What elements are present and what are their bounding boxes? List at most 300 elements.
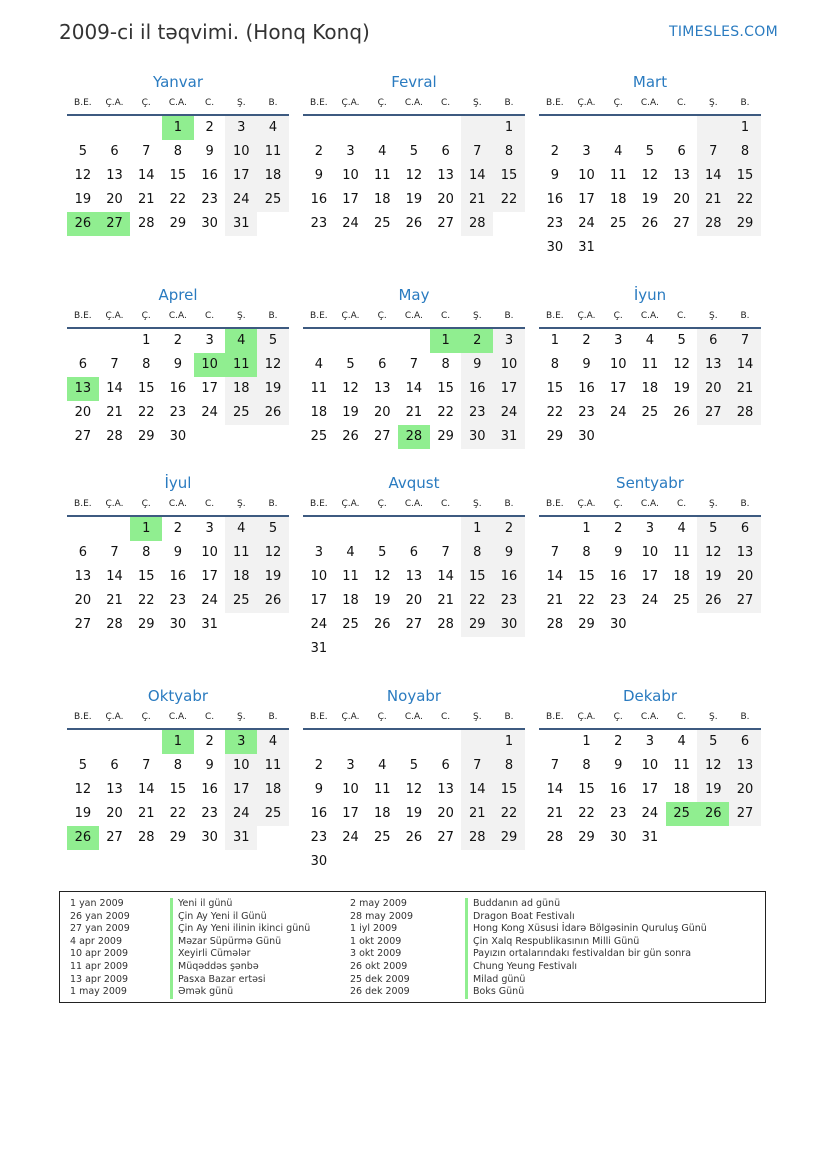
weekday-header <box>67 305 289 329</box>
day-cell: 17 <box>225 164 257 188</box>
weekday-label: B.E. <box>310 311 328 321</box>
day-cell: 28 <box>137 216 155 231</box>
day-cell: 10 <box>225 754 257 778</box>
day-cell: 14 <box>137 168 155 183</box>
day-cell: 10 <box>342 782 359 797</box>
day-grid <box>539 517 761 637</box>
day-cell: 31 <box>225 826 257 850</box>
day-cell: 13 <box>697 353 729 377</box>
empty-cell <box>634 116 666 140</box>
weekday-label: C.A. <box>640 712 659 722</box>
day-cell: 23 <box>310 830 328 845</box>
weekday-header <box>67 706 289 730</box>
day-cell: 15 <box>169 168 187 183</box>
day-cell: 14 <box>546 569 564 584</box>
day-cell: 11 <box>373 168 391 183</box>
day-cell: 14 <box>546 782 564 797</box>
weekday-label: Ç. <box>377 712 387 722</box>
weekday-label: Ç.A. <box>577 98 596 108</box>
weekday-label: B.E. <box>546 311 564 321</box>
day-cell: 6 <box>729 730 761 754</box>
day-cell: 26 <box>257 401 289 425</box>
weekday-label: C.A. <box>404 499 423 509</box>
weekday-label: Ş. <box>708 712 718 722</box>
day-cell: 24 <box>493 401 525 425</box>
day-cell: 11 <box>225 353 257 377</box>
day-cell: 24 <box>342 216 359 231</box>
day-cell: 28 <box>546 617 564 632</box>
day-cell: 23 <box>201 806 218 821</box>
day-cell: 16 <box>609 569 627 584</box>
weekday-label: C. <box>677 311 687 321</box>
weekday-label: Ç.A. <box>341 98 360 108</box>
empty-cell <box>99 329 131 353</box>
month-name: May <box>398 286 430 304</box>
day-cell: 10 <box>194 353 226 377</box>
day-cell: 18 <box>225 377 257 401</box>
day-cell: 13 <box>437 168 454 183</box>
day-cell: 19 <box>342 405 359 420</box>
day-cell: 19 <box>405 192 423 207</box>
weekday-label: C. <box>677 712 687 722</box>
weekday-label: Ş. <box>236 311 246 321</box>
legend-date: 4 apr 2009 <box>70 935 123 947</box>
weekday-label: Ç. <box>377 311 387 321</box>
day-cell: 18 <box>225 565 257 589</box>
day-cell: 28 <box>137 830 155 845</box>
weekday-label: Ç. <box>613 98 623 108</box>
day-cell: 17 <box>641 782 659 797</box>
day-cell: 31 <box>641 830 659 845</box>
weekday-header <box>303 493 525 517</box>
day-cell: 13 <box>74 569 92 584</box>
month-5 <box>303 285 525 449</box>
day-cell: 3 <box>225 730 257 754</box>
day-cell: 10 <box>609 357 627 372</box>
month-10 <box>67 686 289 850</box>
day-cell: 3 <box>225 116 257 140</box>
day-cell: 13 <box>106 168 123 183</box>
day-cell: 24 <box>201 593 218 608</box>
day-cell: 28 <box>398 425 430 449</box>
day-cell: 9 <box>582 357 591 372</box>
legend-holiday-name: Pasxa Bazar ertəsi <box>170 974 310 987</box>
weekday-label: C. <box>205 499 215 509</box>
weekday-label: B. <box>268 311 278 321</box>
day-cell: 4 <box>257 730 289 754</box>
day-cell: 6 <box>78 357 87 372</box>
day-cell: 10 <box>641 545 659 560</box>
day-cell: 31 <box>578 240 595 255</box>
day-cell: 8 <box>173 758 183 773</box>
day-cell: 16 <box>169 569 187 584</box>
weekday-label: C.A. <box>640 98 659 108</box>
weekday-label: B.E. <box>310 499 328 509</box>
weekday-label: B.E. <box>74 98 92 108</box>
day-cell: 15 <box>493 164 525 188</box>
day-cell: 21 <box>546 593 564 608</box>
day-cell: 29 <box>137 429 155 444</box>
day-cell: 7 <box>461 140 493 164</box>
day-cell: 5 <box>257 517 289 541</box>
legend-holiday-name: Buddanın ad günü <box>465 898 707 911</box>
day-cell: 13 <box>405 569 423 584</box>
empty-cell <box>335 517 367 541</box>
day-cell: 16 <box>493 565 525 589</box>
day-cell: 25 <box>225 589 257 613</box>
day-cell: 24 <box>578 216 595 231</box>
day-cell: 11 <box>373 782 391 797</box>
day-cell: 25 <box>609 216 627 231</box>
empty-cell <box>99 517 131 541</box>
weekday-label: Ç.A. <box>105 712 124 722</box>
day-cell: 6 <box>729 517 761 541</box>
day-cell: 11 <box>310 381 328 396</box>
weekday-label: Ş. <box>472 98 482 108</box>
day-cell: 27 <box>405 617 423 632</box>
weekday-label: C. <box>441 712 451 722</box>
day-cell: 22 <box>578 593 595 608</box>
day-cell: 13 <box>437 782 454 797</box>
day-cell: 21 <box>461 802 493 826</box>
weekday-header <box>303 706 525 730</box>
day-cell: 9 <box>173 545 183 560</box>
day-cell: 5 <box>697 517 729 541</box>
weekday-label: Ç.A. <box>105 98 124 108</box>
day-cell: 8 <box>550 357 559 372</box>
day-cell: 15 <box>578 569 595 584</box>
day-cell: 29 <box>578 830 595 845</box>
weekday-label: Ç. <box>613 712 623 722</box>
legend-date: 1 iyl 2009 <box>350 923 398 935</box>
empty-cell <box>99 730 131 754</box>
weekday-label: B. <box>740 311 750 321</box>
weekday-label: Ç. <box>377 98 387 108</box>
day-cell: 7 <box>729 329 761 353</box>
month-12 <box>539 686 761 850</box>
weekday-label: Ş. <box>472 499 482 509</box>
day-cell: 12 <box>74 782 92 797</box>
legend-date: 10 apr 2009 <box>70 948 129 960</box>
day-cell: 28 <box>106 429 123 444</box>
day-cell: 1 <box>162 116 194 140</box>
day-cell: 19 <box>257 377 289 401</box>
day-cell: 29 <box>169 216 187 231</box>
day-cell: 25 <box>373 216 391 231</box>
weekday-label: C.A. <box>640 311 659 321</box>
empty-cell <box>303 517 335 541</box>
legend-holiday-name: Çin Ay Yeni il Günü <box>170 911 310 924</box>
day-cell: 8 <box>493 754 525 778</box>
weekday-label: Ş. <box>472 311 482 321</box>
day-cell: 13 <box>729 541 761 565</box>
legend-date: 11 apr 2009 <box>70 960 129 972</box>
month-8 <box>303 473 525 661</box>
day-cell: 4 <box>645 333 655 348</box>
day-cell: 18 <box>673 569 690 584</box>
legend-names-col-2 <box>465 898 707 999</box>
day-cell: 25 <box>641 405 659 420</box>
empty-cell <box>602 116 634 140</box>
day-cell: 3 <box>582 144 591 159</box>
day-cell: 29 <box>461 613 493 637</box>
day-cell: 6 <box>110 144 119 159</box>
day-cell: 11 <box>641 357 659 372</box>
site-link[interactable]: TIMESLES.COM <box>669 24 778 40</box>
weekday-label: Ç.A. <box>577 499 596 509</box>
day-cell: 22 <box>461 589 493 613</box>
day-cell: 11 <box>257 754 289 778</box>
day-cell: 20 <box>405 593 423 608</box>
day-cell: 18 <box>257 164 289 188</box>
weekday-label: Ş. <box>236 712 246 722</box>
empty-cell <box>697 116 729 140</box>
day-cell: 25 <box>666 802 698 826</box>
day-cell: 14 <box>137 782 155 797</box>
day-cell: 22 <box>493 188 525 212</box>
day-cell: 15 <box>493 778 525 802</box>
day-cell: 27 <box>673 216 690 231</box>
weekday-label: Ç.A. <box>341 499 360 509</box>
day-cell: 18 <box>373 806 391 821</box>
day-cell: 30 <box>169 429 187 444</box>
weekday-label: B. <box>740 98 750 108</box>
legend-date: 28 may 2009 <box>350 910 414 922</box>
empty-cell <box>335 730 367 754</box>
legend-date: 26 okt 2009 <box>350 960 408 972</box>
day-cell: 21 <box>461 188 493 212</box>
day-cell: 19 <box>673 381 690 396</box>
empty-cell <box>335 116 367 140</box>
day-cell: 17 <box>641 569 659 584</box>
day-cell: 10 <box>578 168 595 183</box>
day-cell: 6 <box>441 758 450 773</box>
day-cell: 1 <box>493 730 525 754</box>
day-cell: 5 <box>677 333 686 348</box>
day-cell: 5 <box>409 144 419 159</box>
empty-cell <box>398 517 430 541</box>
holiday-legend <box>59 891 766 1003</box>
day-cell: 23 <box>578 405 595 420</box>
day-grid <box>303 329 525 449</box>
day-cell: 21 <box>697 188 729 212</box>
day-cell: 2 <box>614 521 623 536</box>
day-cell: 19 <box>74 192 92 207</box>
day-cell: 15 <box>461 565 493 589</box>
day-cell: 20 <box>373 405 391 420</box>
day-cell: 28 <box>461 212 493 236</box>
day-cell: 2 <box>614 734 623 749</box>
day-cell: 6 <box>378 357 387 372</box>
weekday-label: Ç. <box>613 499 623 509</box>
day-cell: 5 <box>346 357 355 372</box>
day-cell: 18 <box>673 782 690 797</box>
day-cell: 24 <box>225 802 257 826</box>
day-cell: 1 <box>430 329 462 353</box>
day-cell: 1 <box>461 517 493 541</box>
day-cell: 24 <box>641 806 659 821</box>
day-cell: 4 <box>257 116 289 140</box>
weekday-label: Ç. <box>141 712 151 722</box>
day-cell: 12 <box>405 782 423 797</box>
empty-cell <box>461 730 493 754</box>
weekday-label: B.E. <box>74 712 92 722</box>
day-cell: 1 <box>582 521 591 536</box>
day-cell: 20 <box>729 565 761 589</box>
weekday-label: Ç.A. <box>105 499 124 509</box>
day-cell: 24 <box>609 405 627 420</box>
day-cell: 1 <box>729 116 761 140</box>
day-grid <box>67 730 289 850</box>
day-cell: 1 <box>162 730 194 754</box>
day-cell: 12 <box>373 569 391 584</box>
day-cell: 27 <box>74 617 92 632</box>
day-cell: 6 <box>677 144 686 159</box>
day-cell: 26 <box>405 216 423 231</box>
day-cell: 15 <box>137 381 155 396</box>
day-cell: 22 <box>493 802 525 826</box>
day-cell: 30 <box>609 830 627 845</box>
weekday-label: Ç.A. <box>341 712 360 722</box>
day-cell: 8 <box>441 357 450 372</box>
day-cell: 15 <box>546 381 564 396</box>
month-2 <box>303 72 525 236</box>
day-cell: 22 <box>137 593 155 608</box>
day-cell: 9 <box>173 357 183 372</box>
day-cell: 1 <box>142 333 151 348</box>
day-cell: 20 <box>74 593 92 608</box>
day-cell: 3 <box>346 758 355 773</box>
day-cell: 28 <box>729 401 761 425</box>
day-cell: 4 <box>225 517 257 541</box>
day-cell: 21 <box>729 377 761 401</box>
month-name: Mart <box>632 73 668 91</box>
day-cell: 18 <box>373 192 391 207</box>
day-cell: 4 <box>346 545 355 560</box>
legend-holiday-name: Payızın ortalarındakı festivaldan bir gün sonra <box>465 948 707 961</box>
weekday-label: Ş. <box>236 499 246 509</box>
day-cell: 9 <box>314 168 323 183</box>
day-cell: 30 <box>169 617 187 632</box>
legend-dates-col-1 <box>70 898 130 999</box>
legend-holiday-name: Əmək günü <box>170 986 310 999</box>
day-cell: 2 <box>493 517 525 541</box>
day-cell: 2 <box>205 120 214 135</box>
day-cell: 17 <box>342 806 359 821</box>
day-cell: 7 <box>550 545 559 560</box>
day-cell: 20 <box>729 778 761 802</box>
day-cell: 30 <box>461 425 493 449</box>
empty-cell <box>303 329 335 353</box>
day-cell: 25 <box>342 617 359 632</box>
day-grid <box>539 116 761 260</box>
day-cell: 30 <box>201 216 218 231</box>
day-cell: 22 <box>546 405 564 420</box>
day-cell: 17 <box>342 192 359 207</box>
day-cell: 23 <box>609 593 627 608</box>
day-cell: 30 <box>609 617 627 632</box>
month-6 <box>539 285 761 449</box>
day-cell: 22 <box>137 405 155 420</box>
day-cell: 2 <box>461 329 493 353</box>
weekday-label: B.E. <box>310 98 328 108</box>
month-11 <box>303 686 525 874</box>
day-grid <box>303 517 525 661</box>
month-1 <box>67 72 289 236</box>
day-cell: 17 <box>225 778 257 802</box>
weekday-label: C.A. <box>168 98 187 108</box>
day-cell: 12 <box>641 168 659 183</box>
weekday-label: Ç.A. <box>341 311 360 321</box>
empty-cell <box>539 730 571 754</box>
day-cell: 1 <box>582 734 591 749</box>
day-cell: 6 <box>441 144 450 159</box>
day-cell: 29 <box>437 429 454 444</box>
day-cell: 12 <box>405 168 423 183</box>
day-cell: 18 <box>257 778 289 802</box>
empty-cell <box>303 116 335 140</box>
day-cell: 4 <box>614 144 623 159</box>
day-cell: 8 <box>173 144 183 159</box>
day-cell: 22 <box>578 806 595 821</box>
weekday-label: B. <box>740 712 750 722</box>
day-cell: 31 <box>201 617 218 632</box>
day-cell: 2 <box>582 333 591 348</box>
day-cell: 8 <box>493 140 525 164</box>
weekday-label: Ç. <box>377 499 387 509</box>
weekday-label: C. <box>441 311 451 321</box>
weekday-label: B. <box>504 311 514 321</box>
day-cell: 6 <box>697 329 729 353</box>
weekday-label: C.A. <box>404 712 423 722</box>
day-cell: 23 <box>493 589 525 613</box>
day-cell: 16 <box>169 381 187 396</box>
day-cell: 3 <box>493 329 525 353</box>
day-cell: 2 <box>173 521 183 536</box>
day-cell: 19 <box>373 593 391 608</box>
weekday-label: Ç. <box>141 98 151 108</box>
empty-cell <box>666 116 698 140</box>
day-cell: 26 <box>373 617 391 632</box>
day-cell: 21 <box>106 405 123 420</box>
legend-holiday-name: Çin Ay Yeni ilinin ikinci günü <box>170 923 310 936</box>
day-cell: 18 <box>310 405 328 420</box>
day-cell: 13 <box>729 754 761 778</box>
weekday-label: B. <box>268 499 278 509</box>
legend-holiday-name: Çin Xalq Respublikasının Milli Günü <box>465 936 707 949</box>
day-cell: 12 <box>74 168 92 183</box>
weekday-label: Ş. <box>236 98 246 108</box>
day-cell: 9 <box>205 144 214 159</box>
empty-cell <box>366 730 398 754</box>
legend-date: 1 yan 2009 <box>70 898 124 909</box>
empty-cell <box>366 517 398 541</box>
month-3 <box>539 72 761 260</box>
month-name: Dekabr <box>622 687 678 705</box>
day-cell: 30 <box>546 240 564 255</box>
day-cell: 8 <box>142 357 151 372</box>
day-cell: 29 <box>546 429 564 444</box>
day-cell: 8 <box>729 140 761 164</box>
day-cell: 12 <box>697 541 729 565</box>
day-cell: 12 <box>257 353 289 377</box>
day-cell: 20 <box>673 192 690 207</box>
day-cell: 27 <box>437 830 454 845</box>
day-cell: 23 <box>461 401 493 425</box>
empty-cell <box>67 116 99 140</box>
weekday-label: B. <box>268 98 278 108</box>
weekday-label: Ç. <box>141 499 151 509</box>
